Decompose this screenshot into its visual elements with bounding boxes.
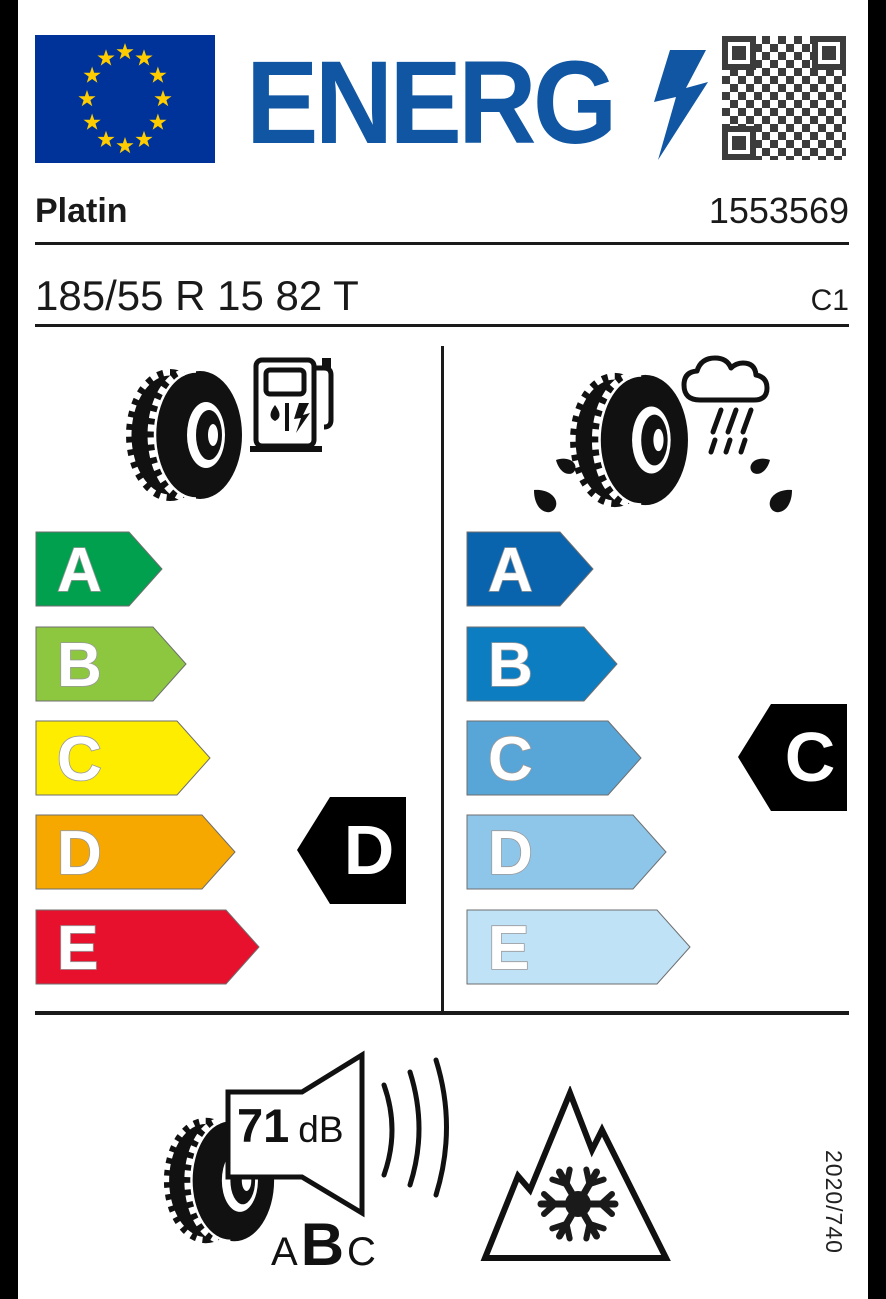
qr-finder-top-left xyxy=(722,36,756,70)
fuel-pump-icon xyxy=(250,358,331,452)
fuel-class-bar-b xyxy=(35,626,187,702)
fuel-class-bar-a xyxy=(35,531,163,607)
noise-class-c: C xyxy=(347,1230,379,1274)
svg-text:B: B xyxy=(57,631,102,700)
svg-text:D: D xyxy=(343,811,395,889)
noise-db-unit: dB xyxy=(298,1109,344,1150)
noise-value xyxy=(237,1098,344,1153)
qr-finder-bottom-left xyxy=(722,126,756,160)
fuel-class-bar-e xyxy=(35,909,260,985)
fuel-class-bar-d xyxy=(35,814,236,890)
brand-name: Platin xyxy=(35,192,128,230)
noise-db-number: 71 xyxy=(237,1099,290,1152)
mountain-outline xyxy=(485,1093,666,1258)
tyre-size: 185/55 R 15 82 T xyxy=(35,272,359,319)
fuel-efficiency-icon xyxy=(120,344,355,516)
svg-text:A: A xyxy=(57,536,102,605)
svg-text:C: C xyxy=(57,725,102,794)
wet-grip-icon xyxy=(532,344,794,520)
wet-class-bar-b xyxy=(466,626,618,702)
tire-icon xyxy=(570,373,688,507)
energy-logo-text: ENERG xyxy=(246,37,614,169)
wet-grip-rating-badge xyxy=(737,702,848,813)
separator-line-3 xyxy=(35,1011,849,1015)
column-divider xyxy=(441,346,444,1011)
wet-class-bar-e xyxy=(466,909,691,985)
svg-text:C: C xyxy=(784,718,836,796)
left-border-bar xyxy=(0,0,18,1299)
wet-class-bar-d xyxy=(466,814,667,890)
wet-class-bar-c xyxy=(466,720,642,796)
separator-line-2 xyxy=(35,324,849,327)
svg-text:A: A xyxy=(488,536,533,605)
snow-grip-3pmsf-icon xyxy=(478,1086,673,1266)
svg-text:E: E xyxy=(57,914,99,983)
noise-class-b-selected: B xyxy=(300,1211,348,1278)
separator-line-1 xyxy=(35,242,849,245)
fuel-class-bar-c xyxy=(35,720,211,796)
svg-text:B: B xyxy=(488,631,533,700)
rain-cloud-icon xyxy=(684,358,767,452)
right-border-bar xyxy=(868,0,886,1299)
svg-text:C: C xyxy=(488,725,533,794)
qr-code xyxy=(722,36,846,160)
fuel-rating-badge xyxy=(296,795,407,906)
rain-drop-lines xyxy=(711,410,751,452)
eu-flag xyxy=(35,35,215,163)
wet-class-bar-a xyxy=(466,531,594,607)
noise-class-scale xyxy=(271,1210,379,1279)
tire-icon xyxy=(126,369,242,501)
svg-text:E: E xyxy=(488,914,530,983)
svg-text:D: D xyxy=(488,819,533,888)
noise-class-a: A xyxy=(271,1230,301,1274)
sound-wave-arcs xyxy=(384,1060,447,1195)
regulation-number: 2020/740 xyxy=(821,1150,847,1254)
lightning-bolt-icon xyxy=(650,50,714,160)
article-number: 1553569 xyxy=(708,190,849,231)
svg-text:D: D xyxy=(57,819,102,888)
qr-finder-top-right xyxy=(812,36,846,70)
tyre-class: C1 xyxy=(810,284,849,317)
